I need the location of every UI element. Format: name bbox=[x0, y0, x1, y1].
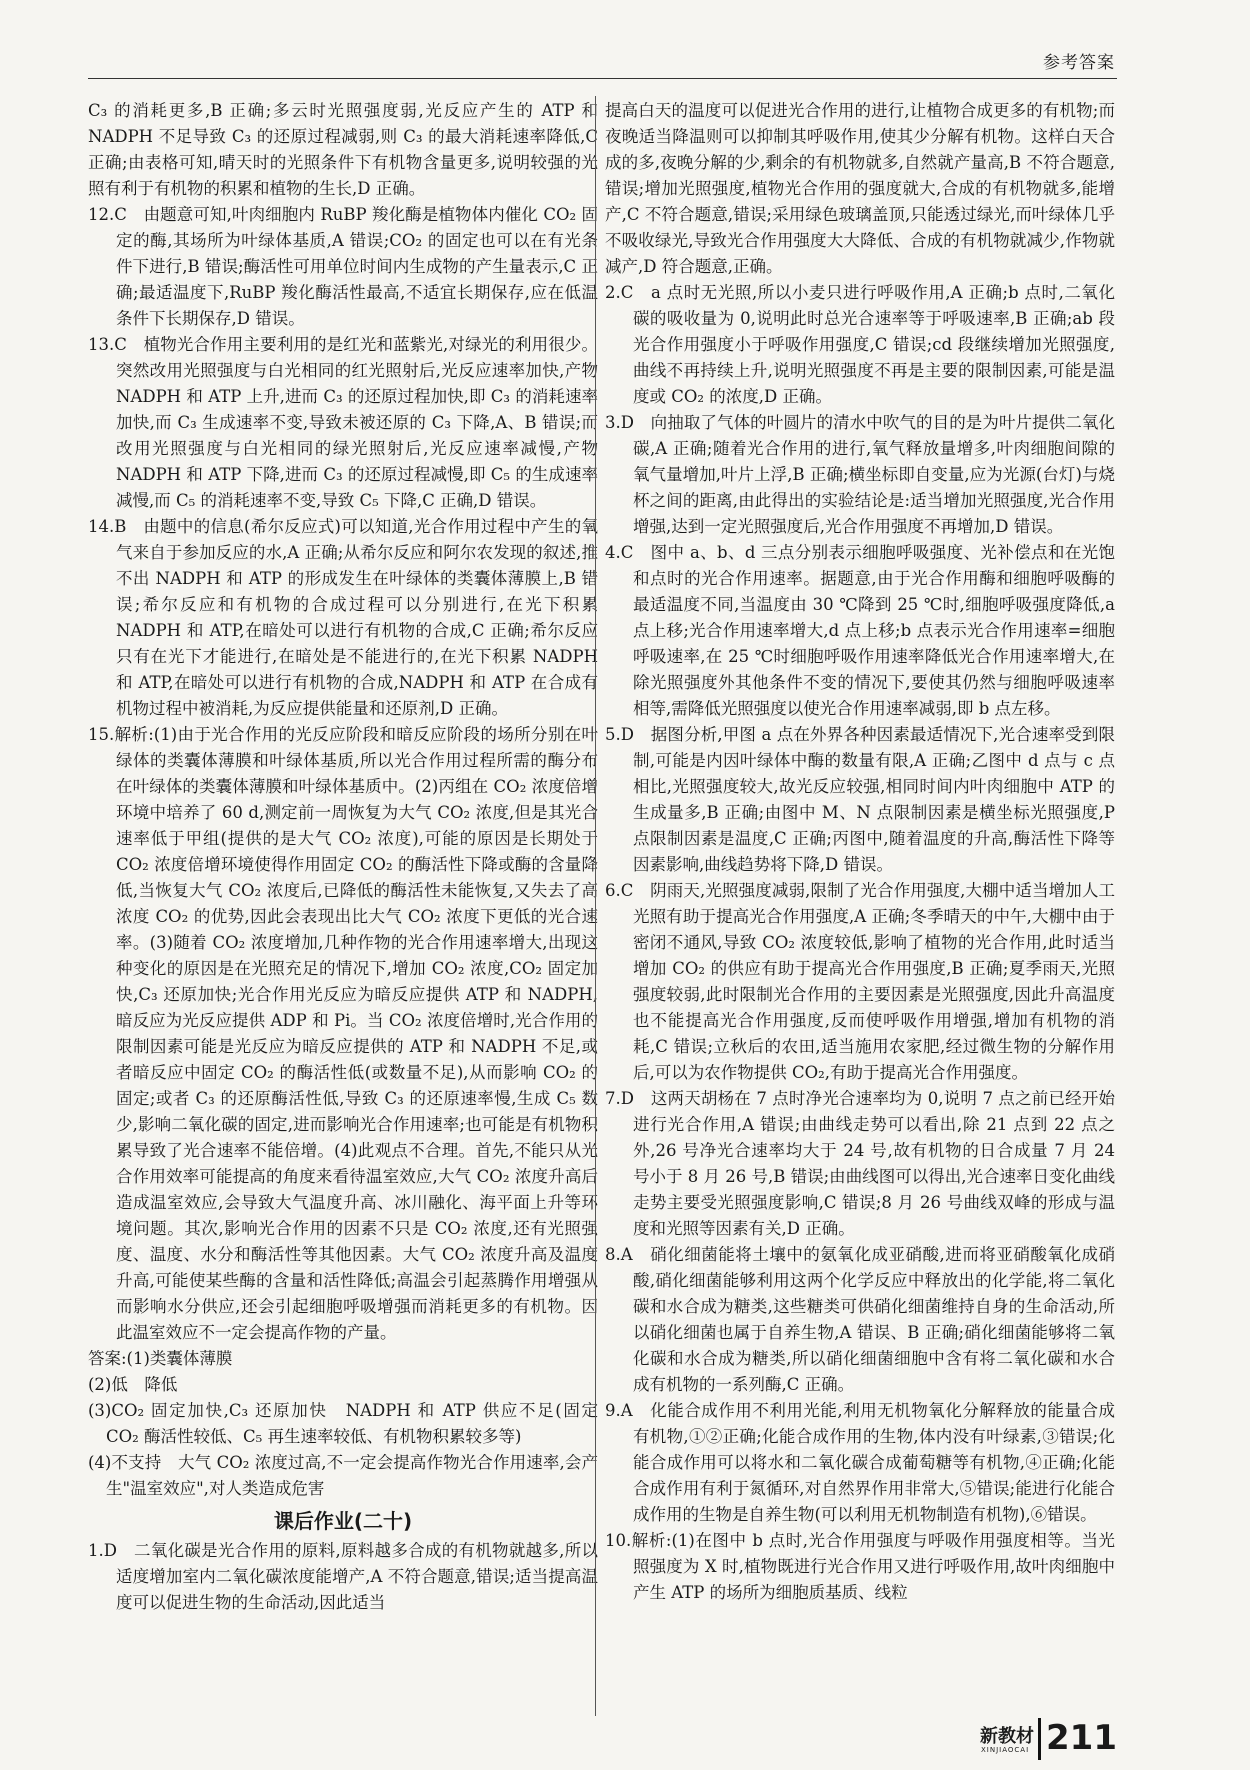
answer-item: 6.C 阴雨天,光照强度减弱,限制了光合作用强度,大棚中适当增加人工光照有助于提高光合作用强度,A 正确;冬季晴天的中午,大棚中由于密闭不通风,导致 CO₂ 浓度较低,影响了植物的光合作用,此时适当增加 CO₂ 的供应有助于提高光合作用强度,B 正确;夏季雨天,光照强度较弱,此时限制光合作用的主要因素是光照强度,因此升高温度也不能提高光合作用强度,反而使呼吸作用增强,增加有机物的消耗,C 错误;立秋后的农田,适当施用农家肥,经过微生物的分解作用后,可以为农作物提供 CO₂,有助于提高光合作用强度。 bbox=[605, 881, 1115, 1082]
answer-item: 10.解析:(1)在图中 b 点时,光合作用强度与呼吸作用强度相等。当光照强度为 X 时,植物既进行光合作用又进行呼吸作用,故叶肉细胞中产生 ATP 的场所为细胞质基质、线粒 bbox=[605, 1531, 1115, 1602]
answer-item: 5.D 据图分析,甲图 a 点在外界各种因素最适情况下,光合速率受到限制,可能是内因叶绿体中酶的数量有限,A 正确;乙图中 d 点与 c 点相比,光照强度较大,故光反应较强,相同时间内叶肉细胞中 ATP 的生成量多,B 正确;由图中 M、N 点限制因素是横坐标光照强度,P 点限制因素是温度,C 正确;丙图中,随着温度的升高,酶活性下降等因素影响,曲线趋势将下降,D 错误。 bbox=[605, 725, 1115, 874]
answer-subitem: (4)不支持 大气 CO₂ 浓度过高,不一定会提高作物光合作用速率,会产生"温室效应",对人类造成危害 bbox=[88, 1453, 598, 1498]
left-column bbox=[88, 98, 598, 1616]
footer-brand: 新教材 bbox=[980, 1726, 1034, 1747]
section-title: 课后作业(二十) bbox=[273, 1509, 413, 1533]
footer-brand-pinyin: XINJIAOCAI bbox=[981, 1746, 1030, 1754]
answer-item: 3.D 向抽取了气体的叶圆片的清水中吹气的目的是为叶片提供二氧化碳,A 正确;随着光合作用的进行,氧气释放量增多,叶肉细胞间隙的氧气量增加,叶片上浮,B 正确;横坐标即自变量,应为光源(台灯)与烧杯之间的距离,由此得出的实验结论是:适当增加光照强度,光合作用增强,达到一定光照强度后,光合作用强度不再增加,D 错误。 bbox=[605, 413, 1115, 536]
answer-subitem: (3)CO₂ 固定加快,C₃ 还原加快 NADPH 和 ATP 供应不足(固定 CO₂ 酶活性较低、C₅ 再生速率较低、有机物积累较多等) bbox=[88, 1401, 598, 1446]
answer-line: 答案:(1)类囊体薄膜 bbox=[88, 1349, 233, 1368]
answer-item: 4.C 图中 a、b、d 三点分别表示细胞呼吸强度、光补偿点和在光饱和点时的光合作用速率。据题意,由于光合作用酶和细胞呼吸酶的最适温度不同,当温度由 30 ℃降到 25 ℃时,细胞呼吸强度降低,a 点上移;光合作用速率增大,d 点上移;b 点表示光合作用速率=细胞呼吸速率,在 25 ℃时细胞呼吸作用速率降低光合作用速率增大,在除光照强度外其他条件不变的情况下,要使其仍然与细胞呼吸速率相等,需降低光照强度以使光合作用速率减弱,即 b 点左移。 bbox=[605, 543, 1115, 718]
answer-item: 8.A 硝化细菌能将土壤中的氨氧化成亚硝酸,进而将亚硝酸氧化成硝酸,硝化细菌能够利用这两个化学反应中释放出的化学能,将二氧化碳和水合成为糖类,这些糖类可供硝化细菌维持自身的生命活动,所以硝化细菌也属于自养生物,A 错误、B 正确;硝化细菌能够将二氧化碳和水合成为糖类,所以硝化细菌细胞中含有将二氧化碳和水合成有机物的一系列酶,C 正确。 bbox=[605, 1245, 1115, 1394]
continued-paragraph: C₃ 的消耗更多,B 正确;多云时光照强度弱,光反应产生的 ATP 和 NADPH 不足导致 C₃ 的还原过程减弱,则 C₃ 的最大消耗速率降低,C 正确;由表格可知,晴天时的光照条件下有机物含量更多,说明较强的光照有利于有机物的积累和植物的生长,D 正确。 bbox=[88, 101, 598, 198]
answer-item: 12.C 由题意可知,叶肉细胞内 RuBP 羧化酶是植物体内催化 CO₂ 固定的酶,其场所为叶绿体基质,A 错误;CO₂ 的固定也可以在有光条件下进行,B 错误;酶活性可用单位时间内生成物的产生量表示,C 正确;最适温度下,RuBP 羧化酶活性最高,不适宜长期保存,应在低温条件下长期保存,D 错误。 bbox=[88, 205, 598, 328]
header-rule bbox=[88, 78, 1117, 79]
page-number: 211 bbox=[1046, 1718, 1117, 1758]
right-column bbox=[605, 98, 1115, 1606]
footer-bar bbox=[1038, 1718, 1041, 1760]
answer-item: 9.A 化能合成作用不利用光能,利用无机物氧化分解释放的能量合成有机物,①②正确;化能合成作用的生物,体内没有叶绿素,③错误;化能合成作用可以将水和二氧化碳合成葡萄糖等有机物,④正确;化能合成作用有利于氮循环,对自然界作用非常大,⑤错误;能进行化能合成作用的生物是自养生物(可以利用无机物制造有机物),⑥错误。 bbox=[605, 1401, 1115, 1524]
page-header: 参考答案 bbox=[1043, 53, 1115, 73]
answer-item: 2.C a 点时无光照,所以小麦只进行呼吸作用,A 正确;b 点时,二氧化碳的吸收量为 0,说明此时总光合速率等于呼吸速率,B 正确;ab 段光合作用强度小于呼吸作用强度,C 错误;cd 段继续增加光照强度,曲线不再持续上升,说明光照强度不再是主要的限制因素,可能是温度或 CO₂ 的浓度,D 正确。 bbox=[605, 283, 1115, 406]
answer-item: 7.D 这两天胡杨在 7 点时净光合速率均为 0,说明 7 点之前已经开始进行光合作用,A 错误;由曲线走势可以看出,除 21 点到 22 点之外,26 号净光合速率均大于 24 号,故有机物的日合成量 7 月 24 号小于 8 月 26 号,B 错误;由曲线图可以得出,光合速率日变化曲线走势主要受光照强度影响,C 错误;8 月 26 号曲线双峰的形成与温度和光照等因素有关,D 正确。 bbox=[605, 1089, 1115, 1238]
answer-item: 13.C 植物光合作用主要利用的是红光和蓝紫光,对绿光的利用很少。突然改用光照强度与白光相同的红光照射后,光反应速率加快,产物 NADPH 和 ATP 上升,进而 C₃ 的还原过程加快,即 C₃ 的消耗速率加快,而 C₃ 生成速率不变,导致未被还原的 C₃ 下降,A、B 错误;而改用光照强度与白光相同的绿光照射后,光反应速率减慢,产物 NADPH 和 ATP 下降,进而 C₃ 的还原过程减慢,即 C₅ 的生成速率减慢,而 C₅ 的消耗速率不变,导致 C₅ 下降,C 正确,D 错误。 bbox=[88, 335, 598, 510]
continued-paragraph: 提高白天的温度可以促进光合作用的进行,让植物合成更多的有机物;而夜晚适当降温则可以抑制其呼吸作用,使其少分解有机物。这样白天合成的多,夜晚分解的少,剩余的有机物就多,自然就产量高,B 不符合题意,错误;增加光照强度,植物光合作用的强度就大,合成的有机物就多,能增产,C 不符合题意,错误;采用绿色玻璃盖顶,只能透过绿光,而叶绿体几乎不吸收绿光,导致光合作用强度大大降低、合成的有机物就减少,作物就减产,D 符合题意,正确。 bbox=[605, 101, 1115, 276]
answer-item: 1.D 二氧化碳是光合作用的原料,原料越多合成的有机物就越多,所以适度增加室内二氧化碳浓度能增产,A 不符合题意,错误;适当提高温度可以促进生物的生命活动,因此适当 bbox=[88, 1541, 598, 1612]
answer-line: (2)低 降低 bbox=[88, 1375, 178, 1394]
answer-item: 14.B 由题中的信息(希尔反应式)可以知道,光合作用过程中产生的氧气来自于参加反应的水,A 正确;从希尔反应和阿尔农发现的叙述,推不出 NADPH 和 ATP 的形成发生在叶绿体的类囊体薄膜上,B 错误;希尔反应和有机物的合成过程可以分别进行,在光下积累 NADPH 和 ATP,在暗处可以进行有机物的合成,C 正确;希尔反应只有在光下才能进行,在暗处是不能进行的,在光下积累 NADPH 和 ATP,在暗处可以进行有机物的合成,NADPH 和 ATP 在合成有机物过程中被消耗,为反应提供能量和还原剂,D 正确。 bbox=[88, 517, 598, 718]
answer-item: 15.解析:(1)由于光合作用的光反应阶段和暗反应阶段的场所分别在叶绿体的类囊体薄膜和叶绿体基质,所以光合作用过程所需的酶分布在叶绿体的类囊体薄膜和叶绿体基质中。(2)丙组在 CO₂ 浓度倍增环境中培养了 60 d,测定前一周恢复为大气 CO₂ 浓度,但是其光合速率低于甲组(提供的是大气 CO₂ 浓度),可能的原因是长期处于 CO₂ 浓度倍增环境使得作用固定 CO₂ 的酶活性下降或酶的含量降低,当恢复大气 CO₂ 浓度后,已降低的酶活性未能恢复,又失去了高浓度 CO₂ 的优势,因此会表现出比大气 CO₂ 浓度下更低的光合速率。(3)随着 CO₂ 浓度增加,几种作物的光合作用速率增大,出现这种变化的原因是在光照充足的情况下,增加 CO₂ 浓度,CO₂ 固定加快,C₃ 还原加快;光合作用光反应为暗反应提供 ATP 和 NADPH,暗反应为光反应提供 ADP 和 Pi。当 CO₂ 浓度倍增时,光合作用的限制因素可能是光反应为暗反应提供的 ATP 和 NADPH 不足,或者暗反应中固定 CO₂ 的酶活性低(或数量不足),从而影响 CO₂ 的固定;或者 C₃ 的还原酶活性低,导致 C₃ 的还原速率慢,生成 C₅ 数少,影响二氧化碳的固定,进而影响光合作用速率;也可能是有机物积累导致了光合速率不能倍增。(4)此观点不合理。首先,不能只从光合作用效率可能提高的角度来看待温室效应,大气 CO₂ 浓度升高后造成温室效应,会导致大气温度升高、冰川融化、海平面上升等环境问题。其次,影响光合作用的因素不只是 CO₂ 浓度,还有光照强度、温度、水分和酶活性等其他因素。大气 CO₂ 浓度升高及温度升高,可能使某些酶的含量和活性降低;高温会引起蒸腾作用增强从而影响水分供应,还会引起细胞呼吸增强而消耗更多的有机物。因此温室效应不一定会提高作物的产量。 bbox=[88, 725, 598, 1342]
column-divider bbox=[595, 96, 596, 1716]
